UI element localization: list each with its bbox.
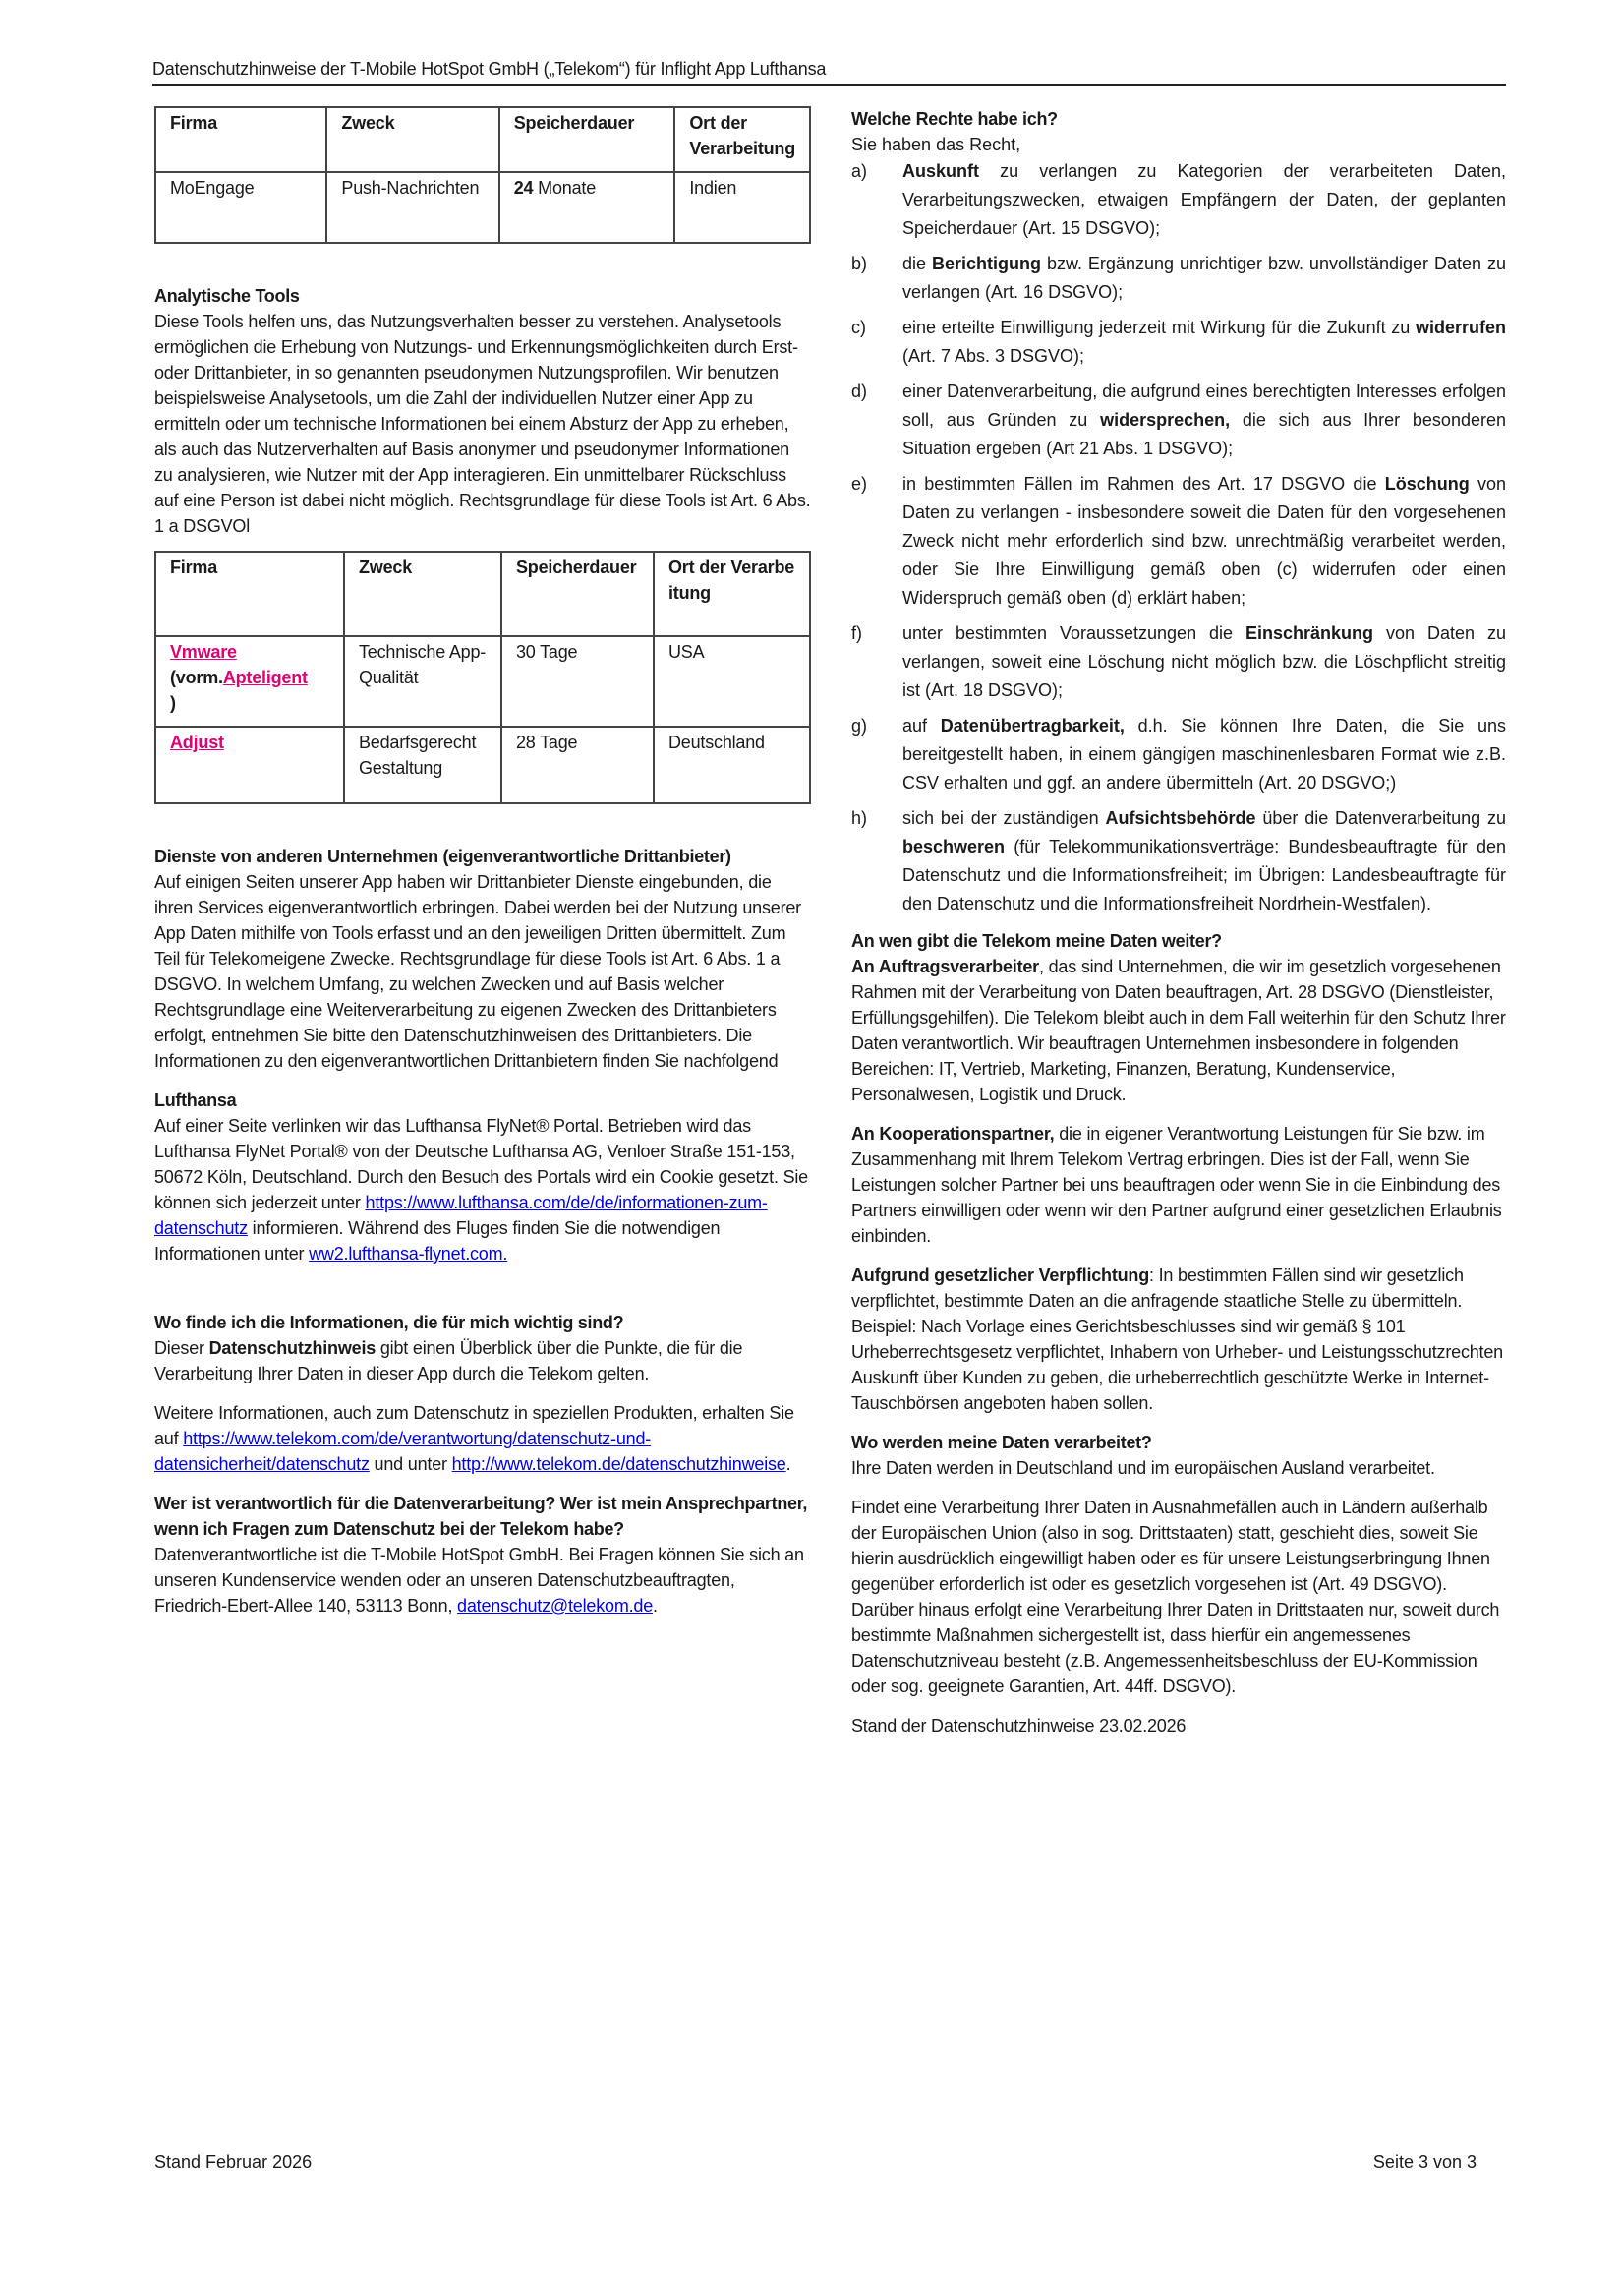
section-heading-sharing: An wen gibt die Telekom meine Daten weiter? [851,931,1222,951]
list-item: f) unter bestimmten Voraussetzungen die Einschränkung von Daten zu verlangen, soweit eine Löschung nicht möglich bzw. die Löschpflicht streitig ist (Art. 18 DSGVO); [851,623,1506,700]
where-processed-text-1: Ihre Daten werden in Deutschland und im europäischen Ausland verarbeitet. [851,1458,1435,1478]
list-item: e) in bestimmten Fällen im Rahmen des Art. 17 DSGVO die Löschung von Daten zu verlangen - insbesondere soweit die Daten für den vorgesehenen Zweck nicht mehr erforderlich sind bzw. unrechtmäßig verarbeitet werden, oder Sie Ihre Einwilligung gemäß oben (c) widerrufen oder einen Widerspruch gemäß oben (d) erklärt haben; [851,474,1506,608]
duration-number: 24 [513,178,534,198]
responsible-text: Datenverantwortliche ist die T-Mobile HotSpot GmbH. Bei Fragen können Sie sich an unseren Kundenservice wenden oder an unseren Datenschutzbeauftragten, Friedrich-Ebert-Allee 140, 53113 Bonn, datenschutz@telekom.de. [154,1545,804,1616]
telekom-hinweise-link[interactable]: http://www.telekom.de/datenschutzhinweise [451,1454,786,1474]
cell-zweck: Push-Nachrichten [326,172,498,243]
sharing-partners: An Kooperationspartner, die in eigener Verantwortung Leistungen für Sie bzw. im Zusammenhang mit Ihrem Telekom Vertrag erbringen. Dies ist der Fall, wenn Sie Leistungen solcher Partner bei uns beauftragen oder wenn Sie in die Einbindung des Partners einwilligen oder wenn wir den Partner aufgrund einer gesetzlichen Erlaubnis einbinden. [851,1124,1502,1246]
col-ort: Ort der Verarbeitung [674,107,810,172]
list-item: a) Auskunft zu verlangen zu Kategorien der verarbeiteten Daten, Verarbeitungszwecken, etwaigen Empfängern der Daten, der geplanten Speicherdauer (Art. 15 DSGVO); [851,161,1506,238]
cell-speicherdauer: 28 Tage [501,727,654,803]
table-header-row [155,552,810,636]
footer-date: Stand Februar 2026 [154,2152,313,2172]
cell-firma: Vmware (vorm.Apteligent ) [155,636,344,727]
apteligent-link[interactable]: Apteligent [222,668,308,687]
privacy-notice-date: Stand der Datenschutzhinweise 23.02.2026 [851,1716,1187,1736]
cell-ort: Deutschland [654,727,810,803]
analytics-text: Diese Tools helfen uns, das Nutzungsverhalten besser zu verstehen. Analysetools ermöglichen die Erhebung von Nutzungs- und Erkennungsmöglichkeiten durch Erst- oder Drittanbieter, in so genannten pseudonymen Nutzungsprofilen. Wir benutzen beispielsweise Analysetools, um die Zahl der individuellen Nutzer einer App zu ermitteln oder um technische Informationen bei einem Absturz der App zu erheben, als auch das Nutzerverhalten auf Basis anonymer und pseudonymer Informationen zu analysieren, wie Nutzer mit der App interagieren. Ein unmittelbarer Rückschluss auf eine Person ist dabei nicht möglich. Rechtsgrundlage für diese Tools ist Art. 6 Abs. 1 a DSGVOl [154,312,811,536]
third-party-text: Auf einigen Seiten unserer App haben wir Drittanbieter Dienste eingebunden, die ihren Services eigenverantwortlich erbringen. Dabei werden bei der Nutzung unserer App Daten mithilfe von Tools erfasst und an den jeweiligen Dritten übermittelt. Zum Teil für Telekomeigene Zwecke. Rechtsgrundlage für diese Tools ist Art. 6 Abs. 1 a DSGVO. In welchem Umfang, zu welchen Zwecken und auf Basis welcher Rechtsgrundlage eine Weiterverarbeitung zu eigenen Zwecken des Drittanbieters erfolgt, entnehmen Sie bitte den Datenschutzhinweisen des Drittanbieters. Die Informationen zu den eigenverantwortlichen Drittanbietern finden Sie nachfolgend [154,872,801,1071]
rights-list [851,157,1506,918]
flynet-link[interactable]: ww2.lufthansa-flynet.com. [309,1244,508,1264]
list-item: h) sich bei der zuständigen Aufsichtsbehörde über die Datenverarbeitung zu beschweren (für Telekommunikationsverträge: Bundesbeauftragte für den Datenschutz und die Informationsfreiheit; im Übrigen: Landesbeauftragte für den Datenschutz und die Informationsfreiheit Nordrhein-Westfalen). [851,808,1506,913]
table-header-row [155,107,810,172]
cell-zweck: Technische App-Qualität [344,636,501,727]
list-item: g) auf Datenübertragbarkeit, d.h. Sie können Ihre Daten, die Sie uns bereitgestellt haben, in einem gängigen maschinenlesbaren Format wie z.B. CSV erhalten und ggf. an andere übermitteln (Art. 20 DSGVO;) [851,716,1506,793]
col-speicherdauer: Speicherdauer [499,107,675,172]
analytics-tools-table [154,551,811,804]
sharing-processors: An Auftragsverarbeiter, das sind Unternehmen, die wir im gesetzlich vorgesehenen Rahmen mit der Verarbeitung von Daten beauftragen, Art. 28 DSGVO (Dienstleister, Erfüllungsgehilfen). Die Telekom bleibt auch in dem Fall weiterhin für den Schutz Ihrer Daten verantwortlich. Wir beauftragen Unternehmen insbesondere in folgenden Bereichen: IT, Vertrieb, Marketing, Finanzen, Beratung, Kundenservice, Personalwesen, Logistik und Druck. [851,957,1506,1104]
table-row [155,172,810,243]
where-info-text-1: Dieser Datenschutzhinweis gibt einen Überblick über die Punkte, die für die Verarbeitung Ihrer Daten in dieser App durch die Telekom gelten. [154,1338,743,1383]
lufthansa-text: Auf einer Seite verlinken wir das Lufthansa FlyNet® Portal. Betrieben wird das Lufthansa FlyNet Portal® von der Deutsche Lufthansa AG, Venloer Straße 151-153, 50672 Köln, Deutschland. Durch den Besuch des Portals wird ein Cookie gesetzt. Sie können sich jederzeit unter https://www.lufthansa.com/de/de/informationen-zum-datenschutz informieren. Während des Fluges finden Sie die notwendigen Informationen unter ww2.lufthansa-flynet.com. [154,1116,808,1264]
table-row [155,727,810,803]
section-heading-where-processed: Wo werden meine Daten verarbeitet? [851,1433,1152,1452]
where-processed-text-2: Findet eine Verarbeitung Ihrer Daten in Ausnahmefällen auch in Ländern außerhalb der Europäischen Union (also in sog. Drittstaaten) statt, geschieht dies, soweit Sie hierin ausdrücklich eingewilligt haben oder es für unsere Leistungserbringung Ihnen gegenüber erforderlich ist oder es gesetzlich vorgesehen ist (Art. 49 DSGVO). Darüber hinaus erfolgt eine Verarbeitung Ihrer Daten in Drittstaaten nur, soweit durch bestimmte Maßnahmen sichergestellt ist, dass hierfür ein angemessenes Datenschutzniveau besteht (z.B. Angemessenheitsbeschluss der EU-Kommission oder sog. geeignete Garantien, Art. 44ff. DSGVO). [851,1498,1500,1696]
adjust-link[interactable]: Adjust [170,733,224,752]
page-footer [154,2149,1477,2175]
cell-firma: MoEngage [155,172,326,243]
cell-zweck: Bedarfsgerecht Gestaltung [344,727,501,803]
col-zweck: Zweck [344,552,501,636]
left-column [154,106,811,1632]
section-heading-third-party: Dienste von anderen Unternehmen (eigenverantwortliche Drittanbieter) [154,847,731,866]
section-heading-rights: Welche Rechte habe ich? [851,109,1058,129]
email-link[interactable]: datenschutz@telekom.de [457,1596,654,1616]
vmware-link[interactable]: Vmware [170,642,237,662]
section-heading-analytics: Analytische Tools [154,286,300,306]
cell-ort: Indien [674,172,810,243]
col-speicherdauer: Speicherdauer [501,552,654,636]
section-heading-where-info: Wo finde ich die Informationen, die für mich wichtig sind? [154,1313,624,1332]
page-header [152,57,1506,86]
cell-speicherdauer: 30 Tage [501,636,654,727]
cell-ort: USA [654,636,810,727]
cell-speicherdauer: 24 Monate [499,172,675,243]
page-number: Seite 3 von 3 [1372,2152,1477,2172]
col-zweck: Zweck [326,107,498,172]
sharing-legal: Aufgrund gesetzlicher Verpflichtung: In bestimmten Fällen sind wir gesetzlich verpflichtet, bestimmte Daten an die anfragende staatliche Stelle zu übermitteln. Beispiel: Nach Vorlage eines Gerichtsbeschlusses sind wir gemäß § 101 Urheberrechtsgesetz verpflichtet, Inhabern von Urheber- und Leistungsschutzrechten Auskunft über Kunden zu geben, die urheberrechtlich geschützte Werke in Internet-Tauschbörsen angeboten haben sollen. [851,1266,1503,1413]
cell-firma [155,727,344,803]
list-item: c) eine erteilte Einwilligung jederzeit mit Wirkung für die Zukunft zu widerrufen (Art. 7 Abs. 3 DSGVO); [851,318,1506,366]
lufthansa-privacy-link[interactable]: https://www.lufthansa.com/de/de/informationen-zum-datenschutz [154,1193,768,1238]
col-firma: Firma [155,107,326,172]
section-heading-lufthansa: Lufthansa [154,1090,237,1110]
document-title: Datenschutzhinweise der T-Mobile HotSpot GmbH („Telekom“) für Inflight App Lufthansa [152,59,827,79]
col-firma: Firma [155,552,344,636]
rights-intro: Sie haben das Recht, [851,135,1021,154]
list-item: b) die Berichtigung bzw. Ergänzung unrichtiger bzw. unvollständiger Daten zu verlangen (Art. 16 DSGVO); [851,254,1506,302]
right-column [851,106,1506,1752]
col-ort: Ort der Verarbeitung [654,552,810,636]
push-tools-table [154,106,811,244]
section-heading-responsible: Wer ist verantwortlich für die Datenverarbeitung? Wer ist mein Ansprechpartner, wenn ich Fragen zum Datenschutz bei der Telekom habe? [154,1494,808,1539]
telekom-datenschutz-link[interactable]: https://www.telekom.com/de/verantwortung/datenschutz-und-datensicherheit/datenschutz [154,1429,652,1474]
table-row [155,636,810,727]
where-info-text-2: Weitere Informationen, auch zum Datenschutz in speziellen Produkten, erhalten Sie auf https://www.telekom.com/de/verantwortung/datenschutz-und-datensicherheit/datenschutz und unter http://www.telekom.de/datenschutzhinweise. [154,1403,794,1474]
list-item: d) einer Datenverarbeitung, die aufgrund eines berechtigten Interesses erfolgen soll, aus Gründen zu widersprechen, die sich aus Ihrer besonderen Situation ergeben (Art 21 Abs. 1 DSGVO); [851,382,1506,458]
